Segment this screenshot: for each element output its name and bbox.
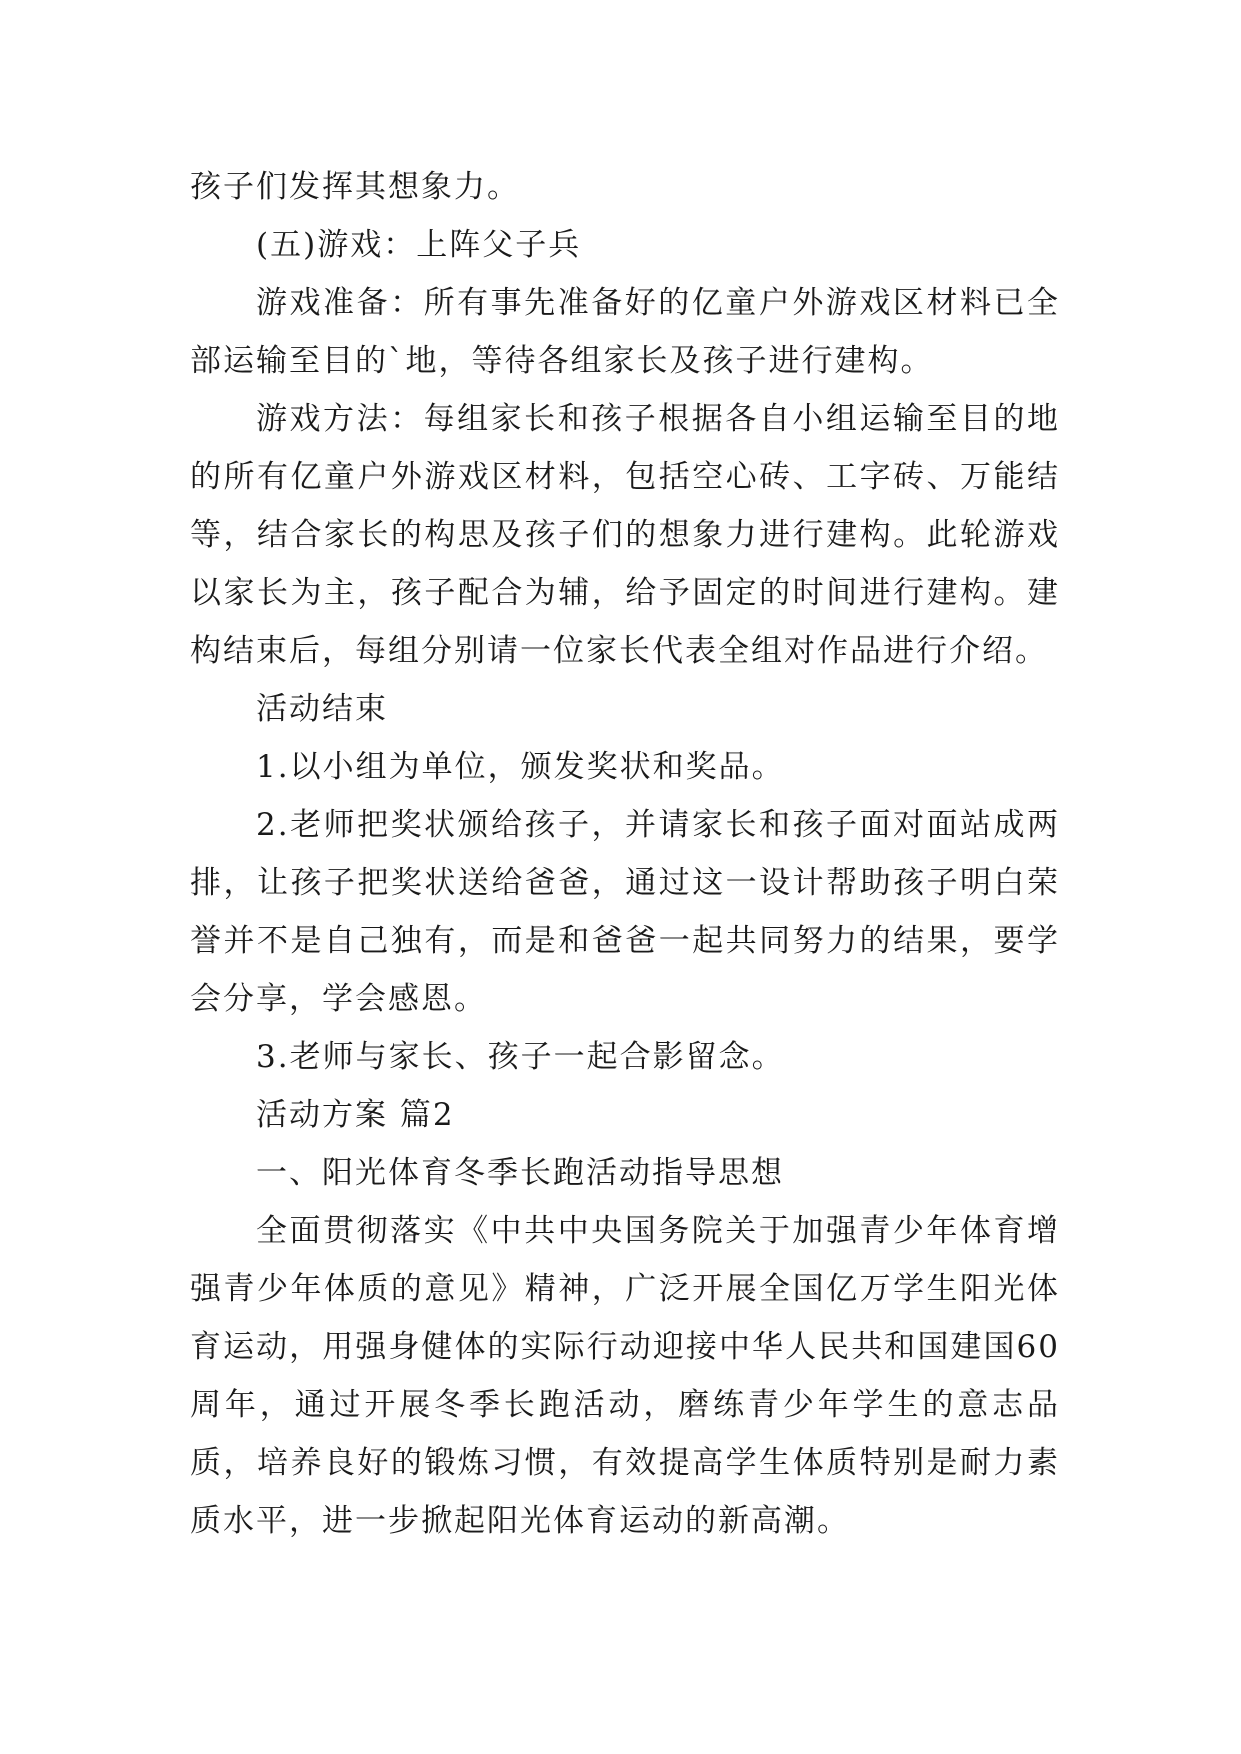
paragraph-4: 游戏方法：每组家长和孩子根据各自小组运输至目的地的所有亿童户外游戏区材料，包括空心砖、工字砖、万能结等，结合家长的构思及孩子们的想象力进行建构。此轮游戏以家长为主，孩子配合为辅，给予固定的时间进行建构。建构结束后，每组分别请一位家长代表全组对作品进行介绍。: [190, 401, 1060, 669]
paragraph-1: 孩子们发挥其想象力。: [190, 169, 520, 205]
paragraph-11: 全面贯彻落实《中共中央国务院关于加强青少年体育增强青少年体质的意见》精神，广泛开展全国亿万学生阳光体育运动，用强身健体的实际行动迎接中华人民共和国建国60周年，通过开展冬季长跑活动，磨练青少年学生的意志品质，培养良好的锻炼习惯，有效提高学生体质特别是耐力素质水平，进一步掀起阳光体育运动的新高潮。: [190, 1213, 1060, 1539]
document-body: [190, 158, 1060, 1550]
paragraph-9: 活动方案 篇2: [256, 1097, 455, 1133]
paragraph-2: (五)游戏：上阵父子兵: [256, 227, 582, 263]
paragraph-8: 3.老师与家长、孩子一起合影留念。: [256, 1039, 785, 1075]
paragraph-5: 活动结束: [256, 691, 388, 727]
paragraph-7: 2.老师把奖状颁给孩子，并请家长和孩子面对面站成两排，让孩子把奖状送给爸爸，通过这一设计帮助孩子明白荣誉并不是自己独有，而是和爸爸一起共同努力的结果，要学会分享，学会感恩。: [190, 807, 1060, 1017]
paragraph-10: 一、阳光体育冬季长跑活动指导思想: [256, 1155, 784, 1191]
paragraph-6: 1.以小组为单位，颁发奖状和奖品。: [256, 749, 785, 785]
paragraph-3: 游戏准备：所有事先准备好的亿童户外游戏区材料已全部运输至目的`地，等待各组家长及孩子进行建构。: [190, 285, 1060, 379]
